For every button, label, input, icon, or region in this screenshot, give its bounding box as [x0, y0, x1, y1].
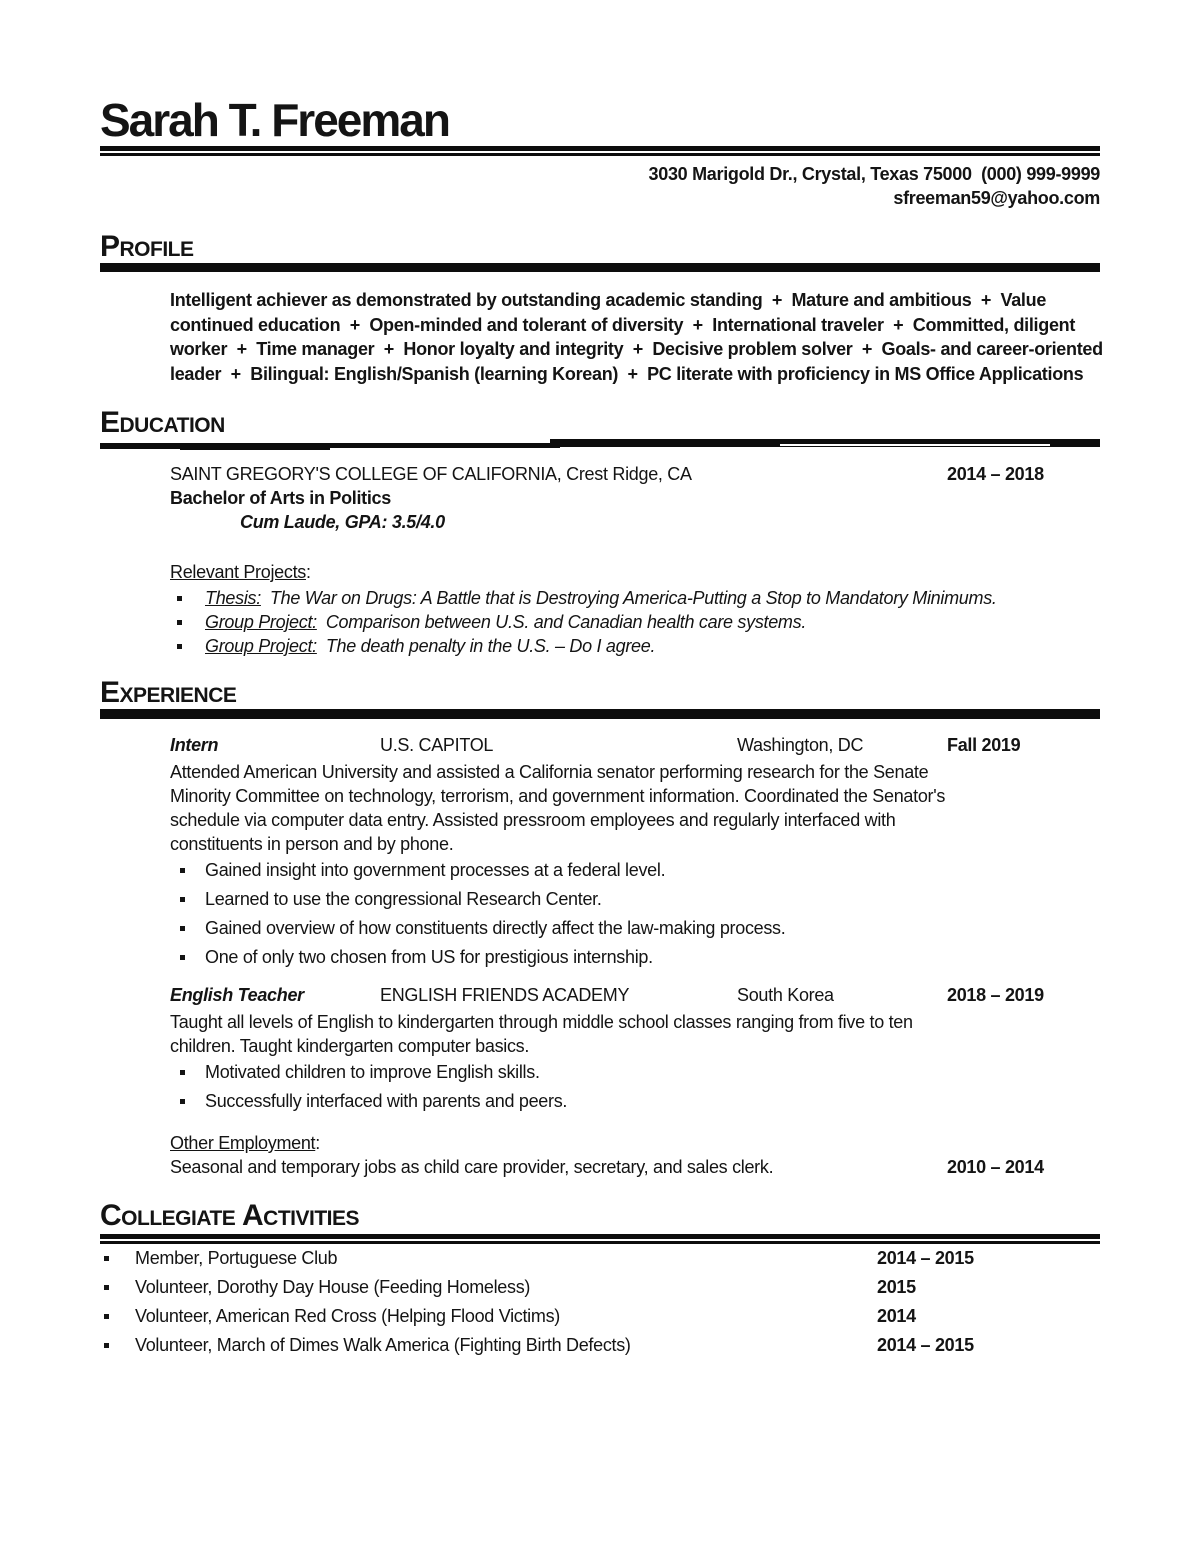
- profile-heading: Profile: [100, 230, 194, 263]
- contact-email: sfreeman59@yahoo.com: [893, 188, 1100, 208]
- job-organization: ENGLISH FRIENDS ACADEMY: [380, 985, 630, 1005]
- education-honors: Cum Laude, GPA: 3.5/4.0: [240, 512, 445, 532]
- job-bullet-text: Gained insight into government processes at a federal level.: [205, 860, 666, 880]
- job-summary: Taught all levels of English to kindergarten through middle school classes ranging from five to ten children. Taught kindergarten computer basics.: [170, 1012, 913, 1056]
- job-bullet-text: Learned to use the congressional Research Center.: [205, 889, 602, 909]
- activities-heading: Collegiate Activities: [100, 1199, 360, 1232]
- bullet-square-icon: [177, 596, 182, 601]
- job-summary: Attended American University and assisted a California senator performing research for the Senate Minority Committee on technology, terrorism, and government information. Coordinated the Senator's schedule via computer data entry. Assisted pressroom employees and regularly interfaced with constituents in person and by phone.: [170, 762, 946, 854]
- education-school-row: [170, 462, 1100, 486]
- bullet-square-icon: [180, 926, 185, 931]
- resume-content: [100, 0, 1108, 1357]
- job-bullet-list: [100, 1060, 1100, 1113]
- job-header: [170, 983, 1100, 1007]
- person-name: Sarah T. Freeman: [100, 94, 449, 146]
- contact-block: [100, 162, 1100, 210]
- job-organization: U.S. CAPITOL: [380, 735, 494, 755]
- section-profile: [100, 232, 1100, 272]
- job-bullet-text: Successfully interfaced with parents and peers.: [205, 1091, 568, 1111]
- projects-list: [100, 586, 1100, 658]
- bullet-square-icon: [104, 1343, 109, 1348]
- projects-label-row: [170, 560, 1100, 584]
- job-bullet: [100, 916, 1100, 940]
- bullet-square-icon: [104, 1285, 109, 1290]
- education-school: SAINT GREGORY'S COLLEGE OF CALIFORNIA, Crest Ridge, CA: [170, 464, 692, 484]
- bullet-square-icon: [180, 897, 185, 902]
- bullet-square-icon: [104, 1314, 109, 1319]
- job-location: Washington, DC: [737, 735, 864, 755]
- activity-text: Volunteer, American Red Cross (Helping Flood Victims): [135, 1306, 560, 1326]
- activities-list: [100, 1246, 1100, 1357]
- activity-item: [100, 1246, 1100, 1270]
- projects-colon: :: [305, 562, 311, 582]
- activity-dates: 2014 – 2015: [877, 1248, 974, 1268]
- project-item: [100, 610, 1100, 634]
- bullet-square-icon: [104, 1256, 109, 1261]
- job-bullet: [100, 1089, 1100, 1113]
- experience-rule: [100, 709, 1100, 719]
- projects-label: Relevant Projects: [170, 562, 306, 582]
- bullet-square-icon: [180, 1099, 185, 1104]
- activity-text: Volunteer, March of Dimes Walk America (Fighting Birth Defects): [135, 1335, 631, 1355]
- education-dates: 2014 – 2018: [947, 464, 1044, 484]
- project-item: [100, 586, 1100, 610]
- job-entry-english-teacher: [170, 983, 1100, 1113]
- activity-text: Volunteer, Dorothy Day House (Feeding Homeless): [135, 1277, 531, 1297]
- project-label: Group Project:: [205, 612, 317, 632]
- project-text: The death penalty in the U.S. – Do I agree.: [325, 636, 656, 656]
- bullet-square-icon: [177, 644, 182, 649]
- job-header: [170, 733, 1100, 757]
- experience-heading: Experience: [100, 676, 237, 709]
- activity-item: [100, 1333, 1100, 1357]
- job-bullet: [100, 1060, 1100, 1084]
- activity-text: Member, Portuguese Club: [135, 1248, 338, 1268]
- job-dates: Fall 2019: [947, 735, 1021, 755]
- header-rule: [100, 146, 1100, 156]
- job-bullet-text: Motivated children to improve English skills.: [205, 1062, 540, 1082]
- education-heading: Education: [100, 406, 225, 439]
- activity-dates: 2014 – 2015: [877, 1335, 974, 1355]
- contact-address-phone: 3030 Marigold Dr., Crystal, Texas 75000 (000) 999-9999: [648, 164, 1100, 184]
- job-bullet-text: One of only two chosen from US for prestigious internship.: [205, 947, 653, 967]
- activity-item: [100, 1275, 1100, 1299]
- project-text: Comparison between U.S. and Canadian health care systems.: [325, 612, 807, 632]
- job-bullet: [100, 858, 1100, 882]
- other-employment-label-row: [170, 1131, 1100, 1155]
- activity-dates: 2014: [877, 1306, 916, 1326]
- other-employment: [170, 1131, 1100, 1179]
- bullet-square-icon: [177, 620, 182, 625]
- project-label: Group Project:: [205, 636, 317, 656]
- activity-item: [100, 1304, 1100, 1328]
- activity-dates: 2015: [877, 1277, 916, 1297]
- profile-rule: [100, 263, 1100, 272]
- job-bullet-text: Gained overview of how constituents directly affect the law-making process.: [205, 918, 786, 938]
- other-employment-label: Other Employment: [170, 1133, 316, 1153]
- job-title: Intern: [170, 735, 219, 755]
- education-rule: [100, 439, 1100, 450]
- education-entry: [170, 462, 1100, 658]
- job-entry-intern: [170, 733, 1100, 969]
- project-label: Thesis:: [205, 588, 261, 608]
- job-title: English Teacher: [170, 985, 304, 1005]
- job-bullet: [100, 887, 1100, 911]
- project-text: The War on Drugs: A Battle that is Destroying America-Putting a Stop to Mandatory Minimums.: [269, 588, 997, 608]
- project-item: [100, 634, 1100, 658]
- other-employment-row: [170, 1155, 1100, 1179]
- activities-rule: [100, 1234, 1100, 1244]
- other-employment-dates: 2010 – 2014: [947, 1157, 1044, 1177]
- bullet-square-icon: [180, 868, 185, 873]
- profile-summary: Intelligent achiever as demonstrated by outstanding academic standing + Mature and ambitious + Value continued education + Open-minded and tolerant of diversity + International traveler + Committed, diligent worker + Time manager + Honor loyalty and integrity + Decisive problem solver + Goals- and career-oriented leader + Bilingual: English/Spanish (learning Korean) + PC literate with proficiency in MS Office Applications: [170, 290, 1108, 384]
- section-experience: [100, 678, 1100, 719]
- job-bullet: [100, 945, 1100, 969]
- education-degree: Bachelor of Arts in Politics: [170, 488, 391, 508]
- section-education: [100, 408, 1100, 450]
- bullet-square-icon: [180, 1070, 185, 1075]
- job-dates: 2018 – 2019: [947, 985, 1044, 1005]
- other-employment-text: Seasonal and temporary jobs as child care provider, secretary, and sales clerk.: [170, 1157, 774, 1177]
- job-bullet-list: [100, 858, 1100, 969]
- section-activities: [100, 1201, 1100, 1244]
- job-location: South Korea: [737, 985, 834, 1005]
- bullet-square-icon: [180, 955, 185, 960]
- other-employment-colon: :: [315, 1133, 320, 1153]
